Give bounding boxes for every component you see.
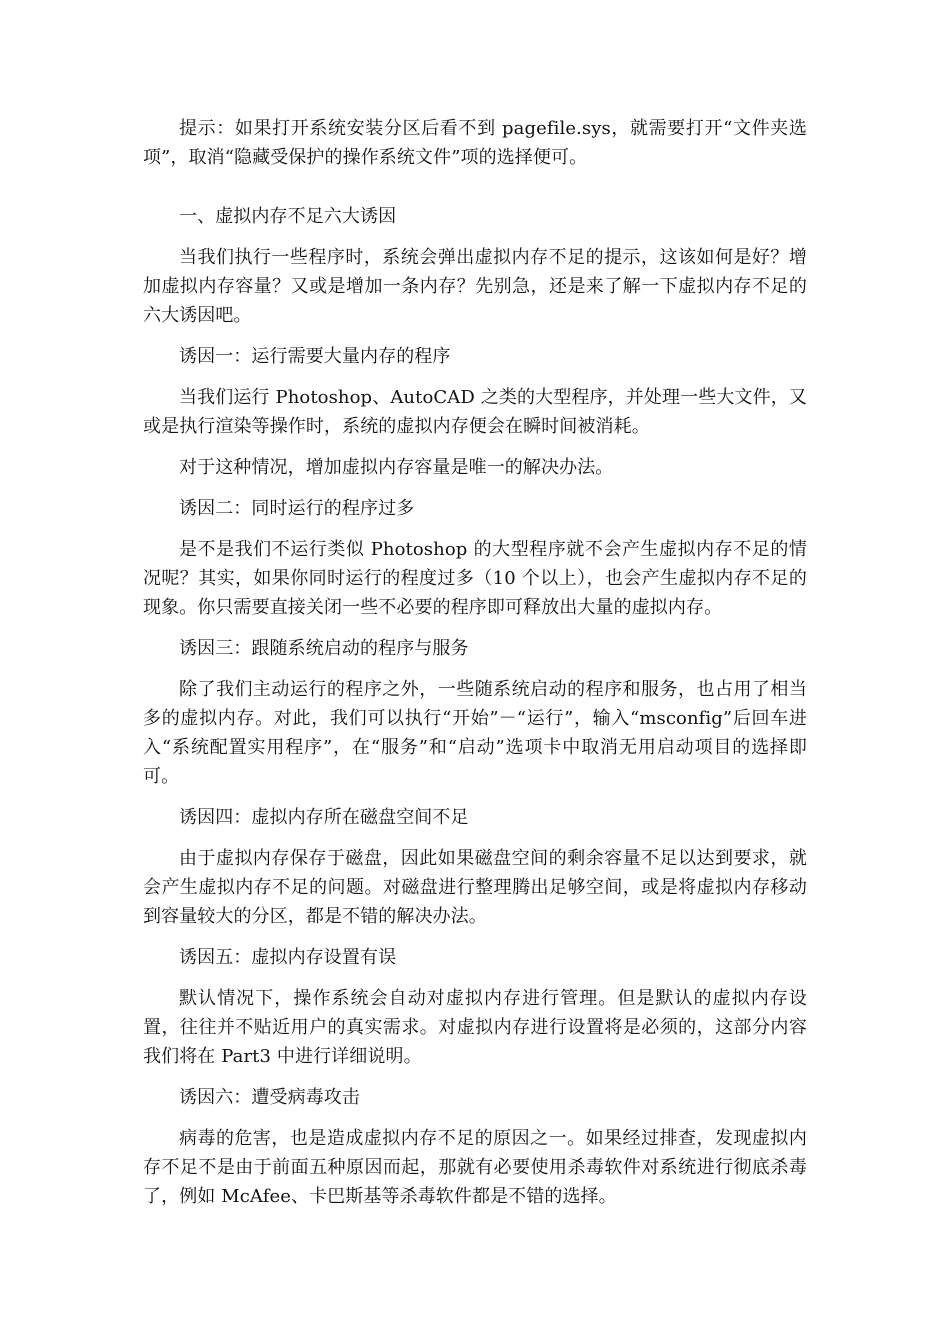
intro-paragraph: 当我们执行一些程序时，系统会弹出虚拟内存不足的提示，这该如何是好？增加虚拟内存容量？又或是增加一条内存？先别急，还是来了解一下虚拟内存不足的六大诱因吧。 bbox=[143, 247, 807, 326]
cause-3-paragraph: 除了我们主动运行的程序之外，一些随系统启动的程序和服务，也占用了相当多的虚拟内存。对此，我们可以执行“开始”－“运行”，输入“msconfig”后回车进入“系统配置实用程序”，在“服务”和“启动”选项卡中取消无用启动项目的选择即可。 bbox=[143, 679, 807, 787]
cause-2-title: 诱因二：同时运行的程序过多 bbox=[179, 498, 415, 519]
cause-2-paragraph: 是不是我们不运行类似 Photoshop 的大型程序就不会产生虚拟内存不足的情况呢？其实，如果你同时运行的程度过多（10 个以上），也会产生虚拟内存不足的现象。你只需要直接关闭一些不必要的程序即可释放出大量的虚拟内存。 bbox=[143, 539, 807, 618]
section-heading: 一、虚拟内存不足六大诱因 bbox=[179, 206, 397, 227]
cause-5-title: 诱因五：虚拟内存设置有误 bbox=[179, 947, 397, 968]
document-body bbox=[143, 114, 807, 1223]
cause-1-solution: 对于这种情况，增加虚拟内存容量是唯一的解决办法。 bbox=[179, 457, 614, 478]
cause-3-title: 诱因三：跟随系统启动的程序与服务 bbox=[179, 638, 469, 659]
cause-5-paragraph: 默认情况下，操作系统会自动对虚拟内存进行管理。但是默认的虚拟内存设置，往往并不贴近用户的真实需求。对虚拟内存进行设置将是必须的，这部分内容我们将在 Part3 中进行详细说明。 bbox=[143, 988, 807, 1067]
cause-6-title: 诱因六：遭受病毒攻击 bbox=[179, 1087, 360, 1108]
cause-1-title: 诱因一：运行需要大量内存的程序 bbox=[179, 346, 451, 367]
tip-paragraph: 提示：如果打开系统安装分区后看不到 pagefile.sys，就需要打开“文件夹选项”，取消“隐藏受保护的操作系统文件”项的选择便可。 bbox=[143, 118, 807, 168]
cause-4-paragraph: 由于虚拟内存保存于磁盘，因此如果磁盘空间的剩余容量不足以达到要求，就会产生虚拟内存不足的问题。对磁盘进行整理腾出足够空间，或是将虚拟内存移动到容量较大的分区，都是不错的解决办法。 bbox=[143, 848, 807, 927]
cause-1-paragraph: 当我们运行 Photoshop、AutoCAD 之类的大型程序，并处理一些大文件，又或是执行渲染等操作时，系统的虚拟内存便会在瞬时间被消耗。 bbox=[143, 387, 807, 437]
cause-6-paragraph: 病毒的危害，也是造成虚拟内存不足的原因之一。如果经过排查，发现虚拟内存不足不是由于前面五种原因而起，那就有必要使用杀毒软件对系统进行彻底杀毒了，例如 McAfee、卡巴斯基等杀毒软件都是不错的选择。 bbox=[143, 1128, 807, 1207]
cause-4-title: 诱因四：虚拟内存所在磁盘空间不足 bbox=[179, 807, 469, 828]
